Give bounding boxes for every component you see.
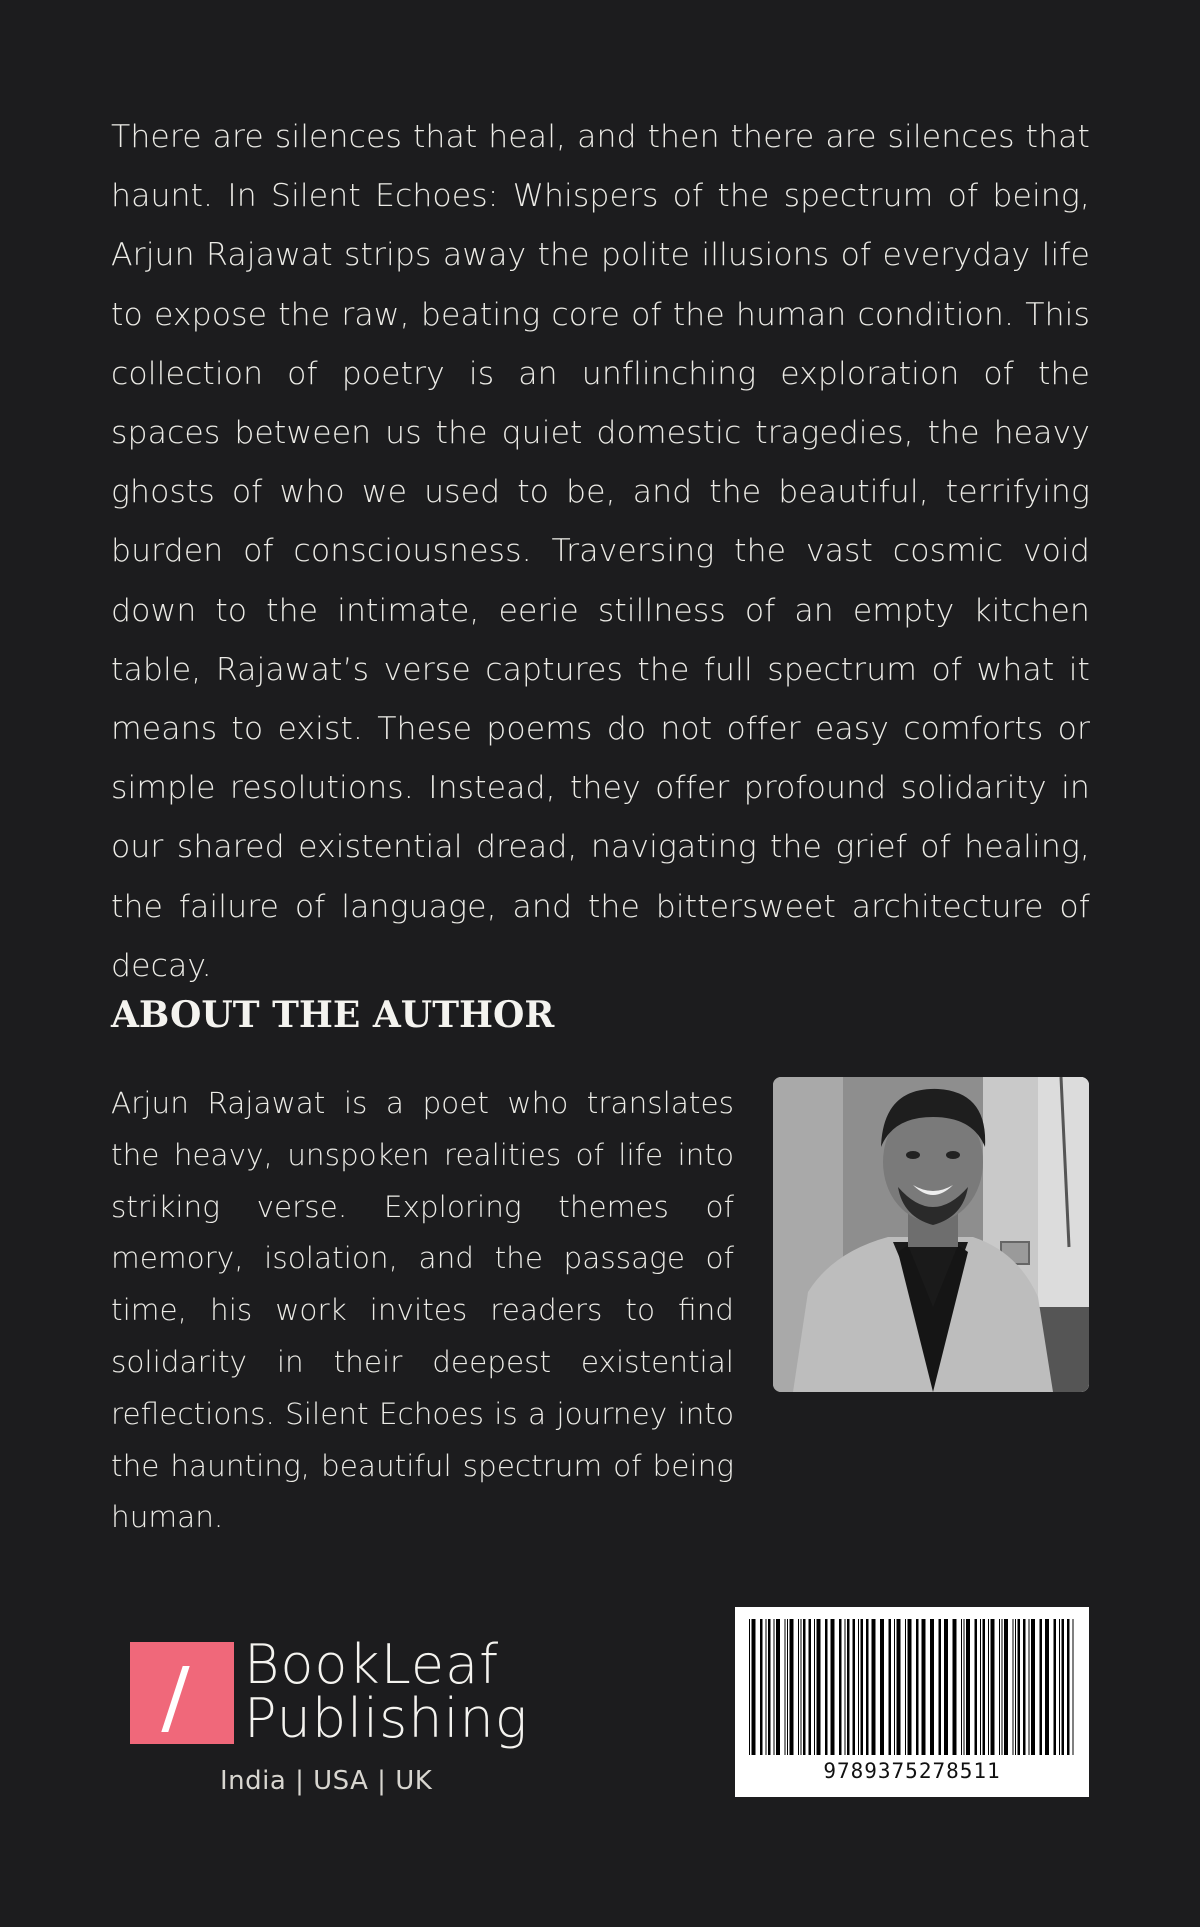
publisher-locations: India | USA | UK <box>220 1766 433 1796</box>
publisher-name: BookLeaf <box>244 1633 500 1696</box>
barcode-icon <box>749 1619 1075 1755</box>
about-heading: ABOUT THE AUTHOR <box>111 994 555 1036</box>
author-photo <box>773 1077 1089 1392</box>
blurb-text: There are silences that heal, and then there are silences that haunt. In Silent Echoes: Whispers of the spectrum of being, Arjun Rajawat strips away the polite illusions of everyday life to expose the raw, beating core of the human condition. This collection of poetry is an unflinching exploration of the spaces between us the quiet domestic tragedies, the heavy ghosts of who we used to be, and the beautiful, terrifying burden of consciousness. Traversing the vast cosmic void down to the intimate, eerie stillness of an empty kitchen table, Rajawat’s verse captures the full spectrum of what it means to exist. These poems do not offer easy comforts or simple resolutions. Instead, they offer profound solidarity in our shared existential dread, navigating the grief of healing, the failure of language, and the bittersweet architecture of decay. <box>111 119 1090 984</box>
publisher-logo <box>130 1633 530 1806</box>
isbn-number: 9789375278511 <box>823 1759 1001 1783</box>
author-bio: Arjun Rajawat is a poet who translates the heavy, unspoken realities of life into striking verse. Exploring themes of memory, isolation, and the passage of time, his work invites readers to find solidarity in their deepest existential reflections. Silent Echoes is a journey into the haunting, beautiful spectrum of being human. <box>111 1086 734 1535</box>
logo-mark-icon <box>130 1642 234 1744</box>
isbn-barcode <box>735 1607 1089 1797</box>
publisher-subtitle: Publishing <box>244 1687 529 1750</box>
